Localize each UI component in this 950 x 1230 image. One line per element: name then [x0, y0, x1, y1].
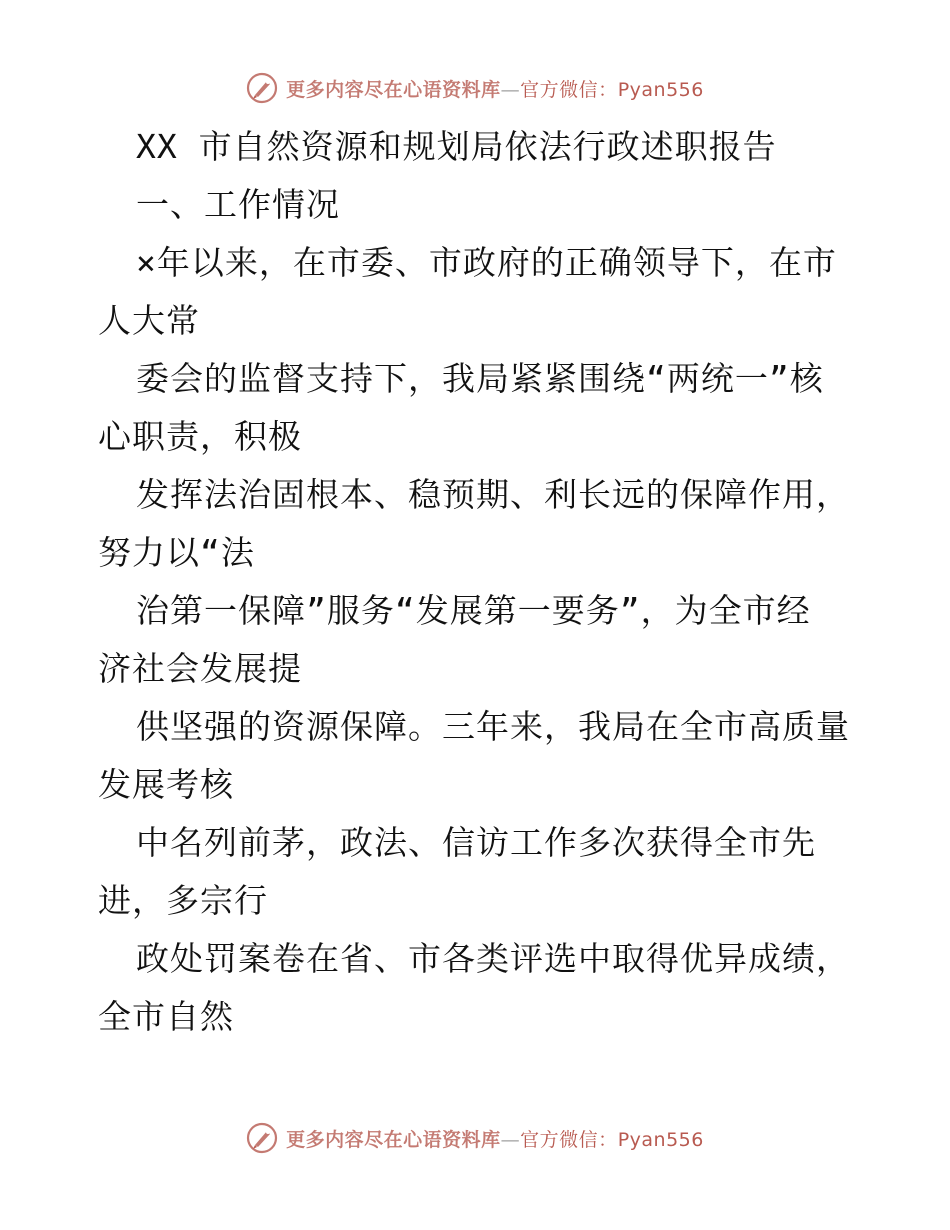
watermark-contact-label: 官方微信： — [520, 1128, 618, 1151]
paragraph-line: 委会的监督支持下，我局紧紧围绕“两统一”核 — [136, 359, 824, 398]
paragraph-line: 努力以“法 — [98, 533, 255, 572]
paragraph-line: ×年以来，在市委、市政府的正确领导下，在市 — [136, 243, 837, 282]
paragraph-line: 人大常 — [98, 301, 200, 340]
watermark-contact-id: Pyan556 — [617, 1128, 704, 1151]
watermark-brand: 更多内容尽在心语资料库 — [286, 1128, 501, 1151]
paragraph-line: 心职责，积极 — [98, 417, 302, 456]
document-body — [98, 118, 858, 1046]
paragraph-line: 中名列前茅，政法、信访工作多次获得全市先 — [136, 823, 816, 862]
paragraph-line: 治第一保障”服务“发展第一要务”，为全市经 — [136, 591, 811, 630]
paragraph-line: 进，多宗行 — [98, 881, 268, 920]
watermark-contact-label: 官方微信： — [520, 78, 618, 101]
paragraph-line: 政处罚案卷在省、市各类评选中取得优异成绩， — [136, 939, 850, 978]
watermark-contact-id: Pyan556 — [617, 78, 704, 101]
paragraph-line: 发挥法治固根本、稳预期、利长远的保障作用， — [136, 475, 850, 514]
watermark-text — [286, 1125, 704, 1152]
paragraph-line: 发展考核 — [98, 765, 234, 804]
watermark-brand: 更多内容尽在心语资料库 — [286, 78, 501, 101]
paragraph-line: 全市自然 — [98, 997, 234, 1036]
document-title: XX 市自然资源和规划局依法行政述职报告 — [136, 127, 777, 166]
section-heading: 一、工作情况 — [136, 185, 340, 224]
footer-watermark — [0, 1122, 950, 1154]
watermark-text — [286, 75, 704, 102]
quill-pen-logo-icon — [246, 72, 278, 104]
watermark-separator: — — [500, 78, 521, 101]
paragraph-line: 供坚强的资源保障。三年来，我局在全市高质量 — [136, 707, 850, 746]
paragraph-line: 济社会发展提 — [98, 649, 302, 688]
quill-pen-logo-icon — [246, 1122, 278, 1154]
watermark-separator: — — [500, 1128, 521, 1151]
header-watermark — [0, 72, 950, 104]
